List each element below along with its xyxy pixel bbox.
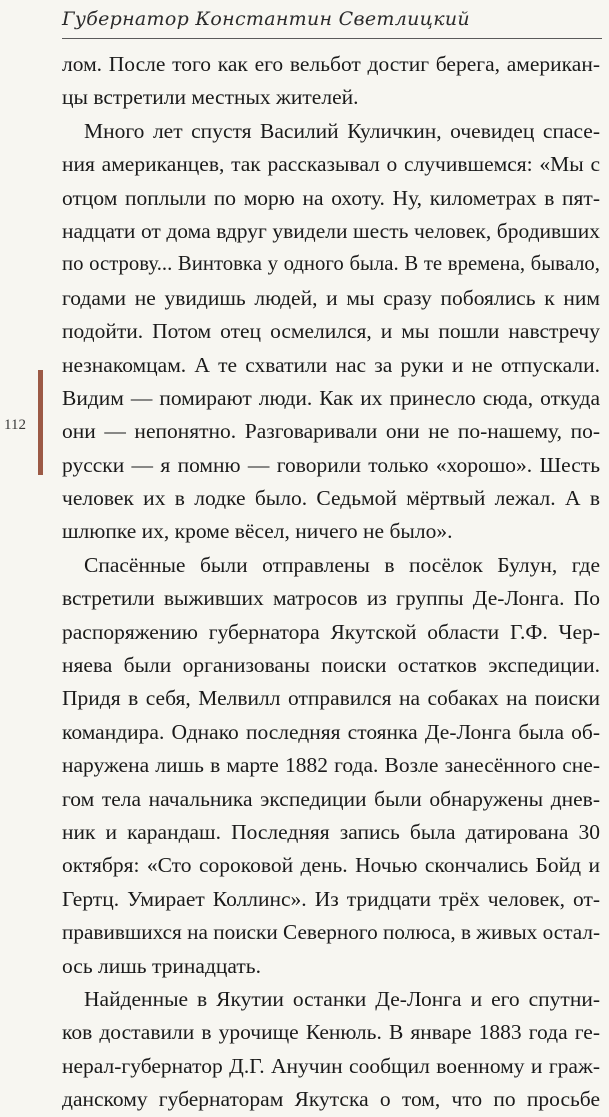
text-line: они — непонятно. Разговаривали они не по-нашему, по- — [62, 419, 600, 444]
text-line: Придя в себя, Мелвилл отправился на собаках на поиски — [62, 686, 600, 711]
text-line: ния американцев, так рассказывал о случившемся: «Мы с — [62, 152, 600, 177]
text-line: данскому губернаторам Якутска о том, что по просьбе — [62, 1087, 600, 1112]
text-line: отцом поплыли по морю на охоту. Ну, километрах в пят- — [62, 185, 600, 210]
page-number: 112 — [4, 417, 26, 433]
text-line: незнакомцам. А те схватили нас за руки и не отпускали. — [62, 352, 600, 377]
text-line: по острову... Винтовка у одного была. В те времена, бывало, — [62, 253, 600, 276]
header-rule — [62, 38, 602, 39]
text-line: Гертц. Умирает Коллинс». Из тридцати трёх человек, от- — [62, 886, 600, 911]
text-line: наружена лишь в марте 1882 года. Возле занесённого сне- — [62, 753, 600, 778]
text-line: гом тела начальника экспедиции были обнаружены днев- — [62, 786, 600, 811]
text-line: подойти. Потом отец осмелился, и мы пошли навстречу — [62, 319, 600, 344]
text-line: командира. Однако последняя стоянка Де-Лонга была об- — [62, 719, 600, 744]
text-line: Спасённые были отправлены в посёлок Булун, где — [84, 552, 600, 577]
text-line: лом. После того как его вельбот достиг берега, американ- — [62, 52, 600, 76]
text-line: встретили выживших матросов из группы Де-Лонга. По — [62, 586, 600, 611]
text-line: надцати от дома вдруг увидели шесть человек, бродивших — [62, 218, 600, 243]
text-line: Много лет спустя Василий Куличкин, очевидец спасе- — [84, 118, 600, 143]
text-line: ник и карандаш. Последняя запись была датирована 30 — [62, 819, 600, 844]
text-line: Найденные в Якутии останки Де-Лонга и его спутни- — [84, 986, 600, 1011]
text-line: нерал-губернатор Д.Г. Анучин сообщил военному и граж- — [62, 1053, 600, 1078]
text-line: правившихся на поиски Северного полюса, в живых остал- — [62, 920, 601, 945]
text-line: человек их в лодке было. Седьмой мёртвый лежал. А в — [62, 486, 600, 511]
text-line: Видим — помирают люди. Как их принесло сюда, откуда — [62, 385, 600, 410]
text-line: ков доставили в урочище Кенюль. В январе 1883 года ге- — [62, 1020, 600, 1045]
text-line: октября: «Сто сороковой день. Ночью скончались Бойд и — [62, 853, 600, 878]
running-header — [62, 8, 602, 42]
running-header-title: Губернатор Константин Светлицкий — [62, 8, 470, 30]
text-line: няева были организованы поиски остатков экспедиции. — [62, 653, 600, 678]
text-line: цы встретили местных жителей. — [62, 85, 359, 110]
text-line: ось лишь тринадцать. — [62, 953, 261, 978]
text-line: годами не увидишь людей, и мы сразу побоялись к ним — [62, 285, 600, 310]
body-text — [62, 48, 600, 1117]
text-line: шлюпке их, кроме вёсел, ничего не было». — [62, 519, 453, 544]
text-line: распоряжению губернатора Якутской области Г.Ф. Чер- — [62, 619, 600, 644]
margin-accent-bar — [38, 370, 43, 475]
text-line: русски — я помню — говорили только «хорошо». Шесть — [62, 452, 600, 477]
